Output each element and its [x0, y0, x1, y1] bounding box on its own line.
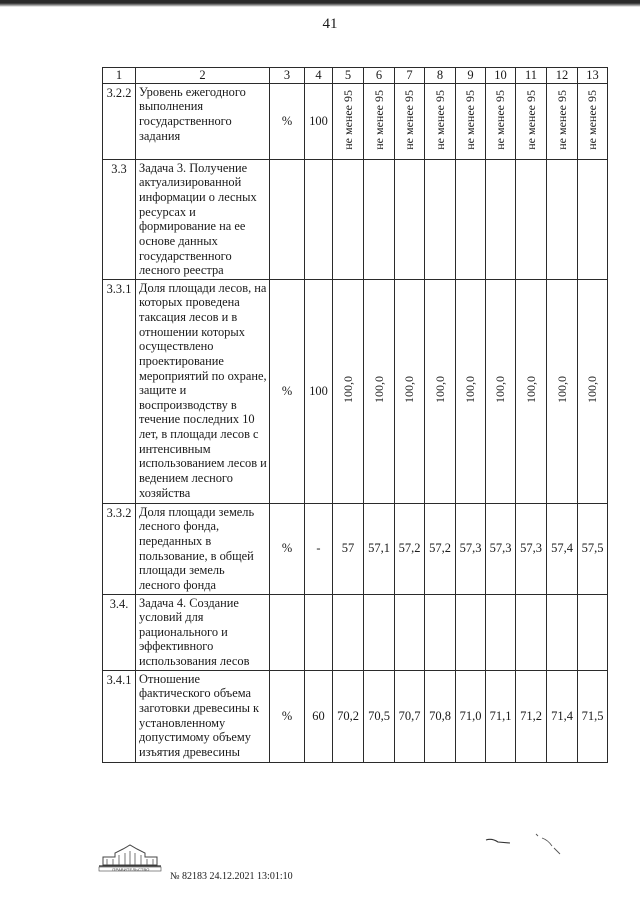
- table-row: [103, 159, 608, 279]
- header-cell: 13: [578, 68, 608, 84]
- row-base: 100: [305, 279, 333, 503]
- value-cell: [425, 594, 456, 670]
- value-cell: [516, 83, 547, 159]
- value-text: не менее 95: [402, 89, 417, 150]
- value-text: не менее 95: [463, 89, 478, 150]
- value-cell: [486, 159, 516, 279]
- value-cell: [578, 279, 608, 503]
- header-cell: 10: [486, 68, 516, 84]
- header-cell: 9: [456, 68, 486, 84]
- value-cell: [364, 159, 395, 279]
- value-text: 100,0: [402, 375, 417, 403]
- row-unit: %: [270, 670, 305, 762]
- row-base: 60: [305, 670, 333, 762]
- value-cell: 71,0: [456, 670, 486, 762]
- row-base: [305, 159, 333, 279]
- row-label: Задача 4. Создание условий для рационального и эффективного использования лесов: [136, 594, 270, 670]
- value-cell: [547, 83, 578, 159]
- value-cell: 70,5: [364, 670, 395, 762]
- value-cell: [425, 279, 456, 503]
- table-row: [103, 503, 608, 594]
- value-cell: 71,1: [486, 670, 516, 762]
- value-cell: [456, 83, 486, 159]
- value-cell: 57: [333, 503, 364, 594]
- value-cell: [425, 159, 456, 279]
- value-text: 100,0: [432, 375, 447, 403]
- value-cell: 57,5: [578, 503, 608, 594]
- value-cell: [333, 83, 364, 159]
- value-text: 100,0: [371, 375, 386, 403]
- value-text: не менее 95: [371, 89, 386, 150]
- row-code: 3.3: [103, 159, 136, 279]
- signature-mark-icon: [480, 826, 570, 856]
- table-row: [103, 279, 608, 503]
- value-cell: [333, 594, 364, 670]
- value-cell: [333, 159, 364, 279]
- row-label: Доля площади лесов, на которых проведена таксация лесов и в отношении которых осуществлено проектирование мероприятий по охране, защите и воспроизводству в течение последних 10 лет, в площади лесов с интенсивным использованием лесов и ведением лесного хозяйства: [136, 279, 270, 503]
- page-number: 41: [322, 16, 338, 32]
- value-cell: 57,3: [486, 503, 516, 594]
- value-cell: 70,2: [333, 670, 364, 762]
- value-text: не менее 95: [554, 89, 569, 150]
- table-row: [103, 83, 608, 159]
- row-base: -: [305, 503, 333, 594]
- row-unit: %: [270, 83, 305, 159]
- value-cell: 57,2: [395, 503, 425, 594]
- row-code: 3.3.1: [103, 279, 136, 503]
- value-cell: [486, 83, 516, 159]
- row-label: Уровень ежегодного выполнения государственного задания: [136, 83, 270, 159]
- value-cell: 57,2: [425, 503, 456, 594]
- scan-top-edge: [0, 0, 640, 7]
- row-label: Задача 3. Получение актуализированной информации о лесных ресурсах и формирование на ее основе данных государственного лесного реестра: [136, 159, 270, 279]
- row-unit: %: [270, 503, 305, 594]
- value-cell: [578, 594, 608, 670]
- row-code: 3.3.2: [103, 503, 136, 594]
- header-cell: 11: [516, 68, 547, 84]
- value-text: не менее 95: [585, 89, 600, 150]
- value-text: 100,0: [463, 375, 478, 403]
- value-text: 100,0: [523, 375, 538, 403]
- header-row: [103, 68, 608, 84]
- value-cell: [456, 594, 486, 670]
- value-cell: [364, 594, 395, 670]
- seal-caption: ПРАВИТЕЛЬСТВО: [112, 867, 150, 872]
- value-cell: [578, 83, 608, 159]
- value-text: 100,0: [340, 375, 355, 403]
- table-row: [103, 670, 608, 762]
- value-text: не менее 95: [523, 89, 538, 150]
- header-cell: 2: [136, 68, 270, 84]
- value-cell: 57,4: [547, 503, 578, 594]
- value-cell: [516, 159, 547, 279]
- header-cell: 12: [547, 68, 578, 84]
- value-cell: 57,3: [456, 503, 486, 594]
- value-cell: [578, 159, 608, 279]
- value-cell: [516, 279, 547, 503]
- value-cell: [486, 594, 516, 670]
- value-cell: [333, 279, 364, 503]
- value-text: 100,0: [585, 375, 600, 403]
- value-cell: 57,1: [364, 503, 395, 594]
- registration-stamp: № 82183 24.12.2021 13:01:10: [170, 871, 293, 882]
- value-cell: [395, 279, 425, 503]
- header-cell: 5: [333, 68, 364, 84]
- indicators-table: [102, 67, 608, 763]
- header-cell: 6: [364, 68, 395, 84]
- value-cell: 71,2: [516, 670, 547, 762]
- row-unit: %: [270, 279, 305, 503]
- value-cell: [456, 279, 486, 503]
- value-cell: [364, 279, 395, 503]
- value-cell: [395, 159, 425, 279]
- value-cell: [395, 83, 425, 159]
- value-cell: 71,4: [547, 670, 578, 762]
- header-cell: 1: [103, 68, 136, 84]
- value-cell: 70,7: [395, 670, 425, 762]
- row-code: 3.2.2: [103, 83, 136, 159]
- value-text: не менее 95: [340, 89, 355, 150]
- header-cell: 4: [305, 68, 333, 84]
- value-cell: [547, 159, 578, 279]
- row-code: 3.4.1: [103, 670, 136, 762]
- header-cell: 3: [270, 68, 305, 84]
- value-text: 100,0: [554, 375, 569, 403]
- header-cell: 7: [395, 68, 425, 84]
- table-row: [103, 594, 608, 670]
- value-text: 100,0: [493, 375, 508, 403]
- value-cell: [516, 594, 547, 670]
- row-label: Отношение фактического объема заготовки древесины к установленному допустимому объему изъятия древесины: [136, 670, 270, 762]
- row-base: 100: [305, 83, 333, 159]
- row-base: [305, 594, 333, 670]
- value-cell: 57,3: [516, 503, 547, 594]
- value-cell: [425, 83, 456, 159]
- row-unit: [270, 594, 305, 670]
- value-cell: [395, 594, 425, 670]
- value-text: не менее 95: [432, 89, 447, 150]
- row-label: Доля площади земель лесного фонда, переданных в пользование, в общей площади земель лесного фонда: [136, 503, 270, 594]
- value-cell: [486, 279, 516, 503]
- value-text: не менее 95: [493, 89, 508, 150]
- value-cell: [547, 279, 578, 503]
- value-cell: 71,5: [578, 670, 608, 762]
- value-cell: [364, 83, 395, 159]
- value-cell: 70,8: [425, 670, 456, 762]
- row-unit: [270, 159, 305, 279]
- row-code: 3.4.: [103, 594, 136, 670]
- value-cell: [547, 594, 578, 670]
- header-cell: 8: [425, 68, 456, 84]
- value-cell: [456, 159, 486, 279]
